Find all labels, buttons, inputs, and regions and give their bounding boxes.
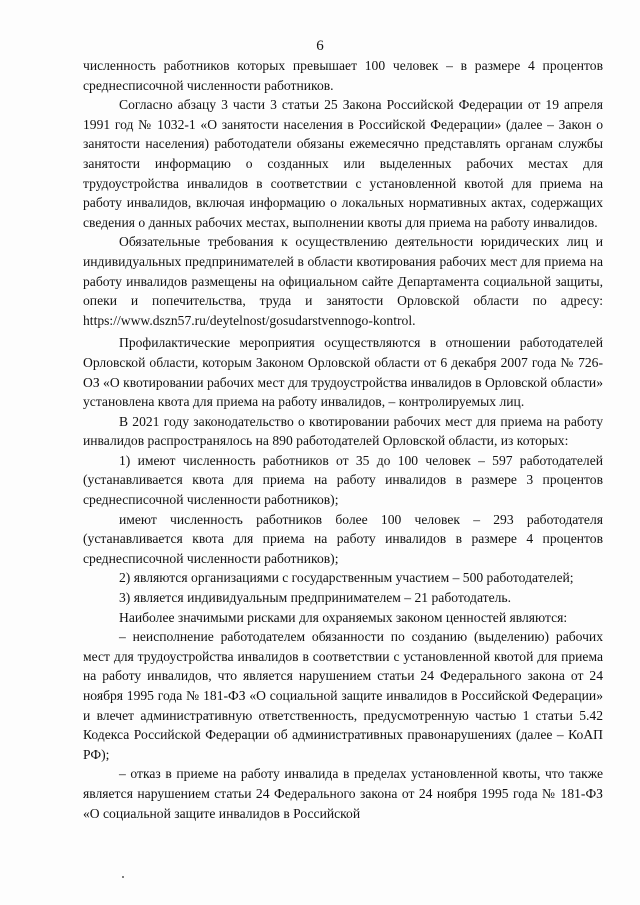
paragraph-preventive-measures: Профилактические мероприятия осуществляются в отношении работодателей Орловской области, которым Законом Орловской области от 6 декабря 2007 года № 726-ОЗ «О квотировании рабочих мест для трудоустройства инвалидов в Орловской области» установлена квота для приема на работу инвалидов, – контролируемых лиц. [83,335,603,410]
paragraph-continuation: численность работников которых превышает 100 человек – в размере 4 процентов среднесписочной численности работников. [83,58,603,93]
paragraph-risks-intro: Наиболее значимыми рисками для охраняемых законом ценностей являются: [119,609,568,625]
risk-item-1: – неисполнение работодателем обязанности по созданию (выделению) рабочих мест для трудоустройства инвалидов в соответствии с установленной квотой для приема на работу инвалидов, что является нарушением статьи 24 Федерального закона от 24 ноября 1995 года № 181-ФЗ «О социальной защите инвалидов в Российской Федерации» и влечет административную ответственность, предусмотренную частью 1 статьи 5.42 Кодекса Российской Федерации об административных правонарушениях (далее – КоАП РФ); [83,629,603,762]
paragraph-2021-coverage: В 2021 году законодательство о квотировании рабочих мест для приема на работу инвалидов распространялось на 890 работодателей Орловской области, из которых: [83,413,603,449]
list-item-1-continued: имеют численность работников более 100 человек – 293 работодателя (устанавливается квота для приема на работу инвалидов в размере 4 процентов среднесписочной численности работников); [83,511,603,566]
paragraph-employer-reporting: Согласно абзацу 3 части 3 статьи 25 Закона Российской Федерации от 19 апреля 1991 год № 1032-1 «О занятости населения в Российской Федерации» (далее – Закон о занятости населения) работодатели обязаны ежемесячно представлять органам службы занятости информацию о созданных или выделенных рабочих местах для трудоустройства инвалидов в соответствии с установленной квотой для приема на работу инвалидов, включая информацию о локальных нормативных актах, содержащих сведения о данных рабочих местах, выполнении квоты для приема на работу инвалидов. [83,97,603,230]
list-item-2: 2) являются организациями с государственным участием – 500 работодателей; [119,570,574,586]
page-number: 6 [316,38,324,54]
list-item-3: 3) является индивидуальным предпринимателем – 21 работодатель. [119,590,511,606]
list-item-1: 1) имеют численность работников от 35 до 100 человек – 597 работодателей (устанавливается квота для приема на работу инвалидов в размере 3 процентов среднесписочной численности работников); [83,452,603,508]
risk-item-2: – отказ в приеме на работу инвалида в пределах установленной квоты, что также является нарушением статьи 24 Федерального закона от 24 ноября 1995 года № 181-ФЗ «О социальной защите инвалидов в Российской [83,766,603,821]
paragraph-mandatory-requirements: Обязательные требования к осуществлению деятельности юридических лиц и индивидуальных предпринимателей в области квотирования рабочих мест для приема на работу инвалидов размещены на официальном сайте Департамента социальной защиты, опеки и попечительства, труда и занятости Орловской области по адресу: https://www.dszn57.ru/deytelnost/gosudarstvennogo-kontrol. [83,234,603,328]
scan-speck [122,876,124,878]
document-body [83,56,603,823]
